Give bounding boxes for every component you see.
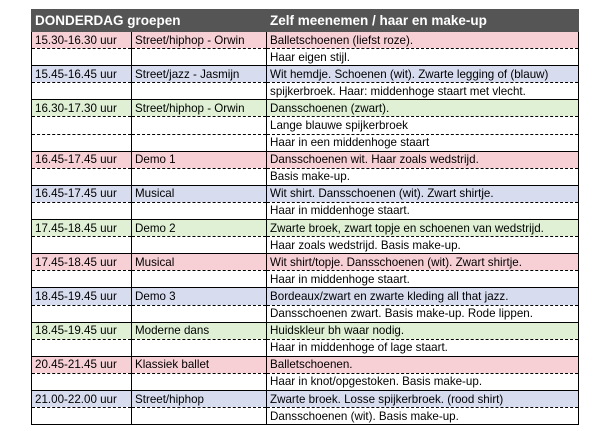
schedule-table [31, 9, 579, 425]
session-requirement: Lange blauwe spijkerbroek [267, 117, 579, 134]
session-time [32, 237, 132, 254]
session-time [32, 339, 132, 356]
session-time [32, 271, 132, 288]
session-requirement: Haar in knot/opgestoken. Basis make-up. [267, 373, 579, 390]
session-group [132, 408, 267, 425]
table-row [32, 66, 579, 83]
header-row [32, 10, 579, 32]
session-group: Moderne dans [132, 322, 267, 339]
session-group [132, 271, 267, 288]
session-requirement: Haar in middenhoge staart. [267, 271, 579, 288]
session-requirement: Bordeaux/zwart en zwarte kleding all that jazz. [267, 288, 579, 305]
session-group: Musical [132, 254, 267, 271]
session-time: 18.45-19.45 uur [32, 288, 132, 305]
session-time: 16.45-17.45 uur [32, 185, 132, 202]
session-requirement: Dansschoenen (zwart). [267, 100, 579, 117]
session-time [32, 134, 132, 151]
session-group: Musical [132, 185, 267, 202]
session-requirement: Zwarte broek. Losse spijkerbroek. (rood shirt) [267, 390, 579, 407]
table-row [32, 254, 579, 271]
session-time [32, 373, 132, 390]
table-row [32, 202, 579, 219]
session-group [132, 134, 267, 151]
session-group: Demo 1 [132, 151, 267, 168]
session-time [32, 83, 132, 100]
session-time [32, 305, 132, 322]
table-row [32, 288, 579, 305]
session-requirement: Wit shirt. Dansschoenen (wit). Zwart shirtje. [267, 185, 579, 202]
table-row [32, 117, 579, 134]
session-group: Street/jazz - Jasmijn [132, 66, 267, 83]
session-requirement: Basis make-up. [267, 168, 579, 185]
table-row [32, 49, 579, 66]
session-time [32, 202, 132, 219]
session-time: 16.45-17.45 uur [32, 151, 132, 168]
session-requirement: Dansschoenen zwart. Basis make-up. Rode lippen. [267, 305, 579, 322]
schedule-body [32, 32, 579, 425]
session-time [32, 408, 132, 425]
session-time: 15.30-16.30 uur [32, 32, 132, 49]
session-group [132, 168, 267, 185]
table-row [32, 271, 579, 288]
session-group [132, 339, 267, 356]
table-row [32, 32, 579, 49]
session-time [32, 168, 132, 185]
table-row [32, 100, 579, 117]
session-time: 15.45-16.45 uur [32, 66, 132, 83]
session-time: 17.45-18.45 uur [32, 220, 132, 237]
table-row [32, 408, 579, 425]
session-group: Street/hiphop - Orwin [132, 32, 267, 49]
table-row [32, 237, 579, 254]
session-requirement: Haar in middenhoge staart. [267, 202, 579, 219]
table-row [32, 83, 579, 100]
session-group: Street/hiphop - Orwin [132, 100, 267, 117]
schedule-sheet [31, 9, 578, 425]
header-bring: Zelf meenemen / haar en make-up [267, 10, 579, 32]
session-time: 18.45-19.45 uur [32, 322, 132, 339]
session-group [132, 373, 267, 390]
table-row [32, 322, 579, 339]
session-group [132, 117, 267, 134]
session-group: Klassiek ballet [132, 356, 267, 373]
session-requirement: Zwarte broek, zwart topje en schoenen van wedstrijd. [267, 220, 579, 237]
session-requirement: Wit shirt/topje. Dansschoenen (wit). Zwart shirtje. [267, 254, 579, 271]
table-row [32, 134, 579, 151]
session-requirement: Balletschoenen (liefst roze). [267, 32, 579, 49]
table-row [32, 356, 579, 373]
session-requirement: Wit hemdje. Schoenen (wit). Zwarte legging of (blauw) [267, 66, 579, 83]
table-row [32, 168, 579, 185]
table-row [32, 151, 579, 168]
session-time [32, 49, 132, 66]
session-requirement: Dansschoenen wit. Haar zoals wedstrijd. [267, 151, 579, 168]
session-group [132, 83, 267, 100]
session-requirement: Balletschoenen. [267, 356, 579, 373]
session-time: 17.45-18.45 uur [32, 254, 132, 271]
session-group [132, 49, 267, 66]
session-time: 16.30-17.30 uur [32, 100, 132, 117]
session-time [32, 117, 132, 134]
session-time: 20.45-21.45 uur [32, 356, 132, 373]
session-group [132, 202, 267, 219]
session-group [132, 305, 267, 322]
session-group: Street/hiphop [132, 390, 267, 407]
session-group [132, 237, 267, 254]
session-group: Demo 3 [132, 288, 267, 305]
session-requirement: Haar in een middenhoge staart [267, 134, 579, 151]
table-row [32, 373, 579, 390]
table-row [32, 185, 579, 202]
session-requirement: spijkerbroek. Haar: middenhoge staart met vlecht. [267, 83, 579, 100]
session-requirement: Haar eigen stijl. [267, 49, 579, 66]
session-requirement: Haar in middenhoge of lage staart. [267, 339, 579, 356]
session-requirement: Huidskleur bh waar nodig. [267, 322, 579, 339]
table-row [32, 220, 579, 237]
session-group: Demo 2 [132, 220, 267, 237]
table-row [32, 305, 579, 322]
session-requirement: Dansschoenen (wit). Basis make-up. [267, 408, 579, 425]
session-time: 21.00-22.00 uur [32, 390, 132, 407]
header-time-group: DONDERDAG groepen [32, 10, 267, 32]
table-row [32, 339, 579, 356]
session-requirement: Haar zoals wedstrijd. Basis make-up. [267, 237, 579, 254]
table-row [32, 390, 579, 407]
